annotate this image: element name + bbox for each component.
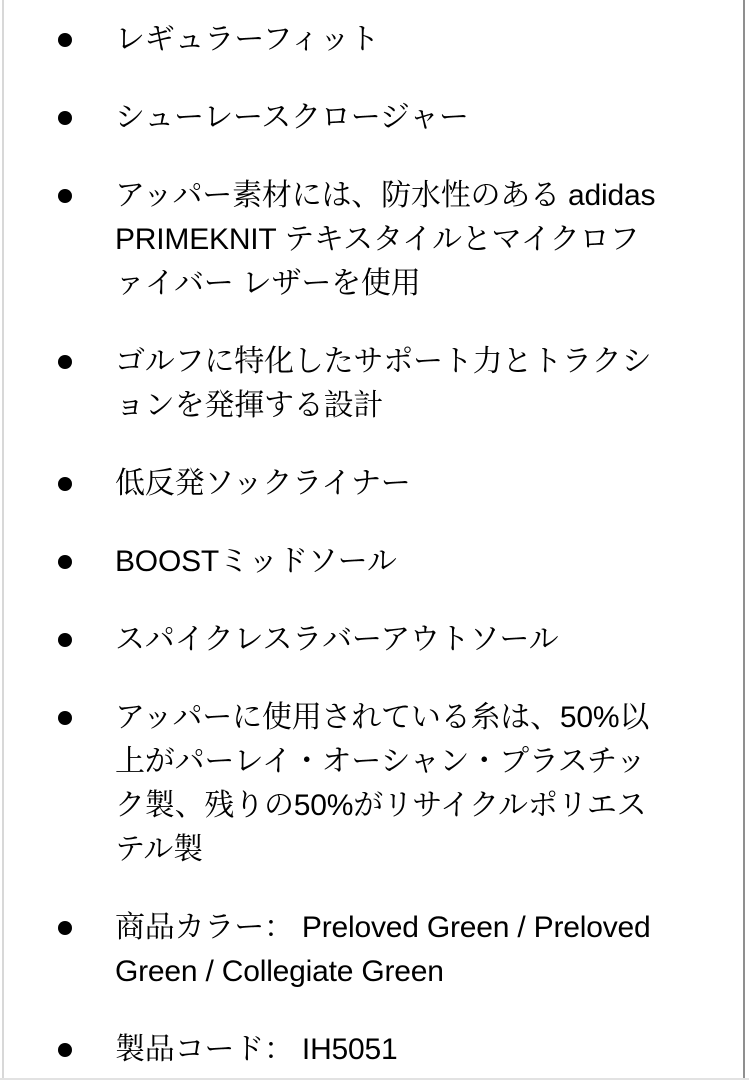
list-item-text: アッパーに使用されている糸は、50%以上がパーレイ・オーシャン・プラスチック製、残りの50%がリサイクルポリエステル製 <box>115 701 650 866</box>
list-item <box>115 618 660 662</box>
list-item-text: 商品カラー： Preloved Green / Preloved Green / Collegiate Green <box>115 911 651 988</box>
list-item <box>115 96 660 140</box>
list-item <box>115 540 660 584</box>
list-item-text: 製品コード： IH5051 <box>115 1033 398 1066</box>
list-item-text: レギュラーフィット <box>115 23 380 56</box>
list-item-text: 低反発ソックライナー <box>115 467 411 500</box>
list-item <box>115 696 660 872</box>
list-item <box>115 462 660 506</box>
list-item <box>115 906 660 994</box>
list-item <box>115 174 660 306</box>
list-item-text: BOOSTミッドソール <box>115 545 397 578</box>
list-item-text: アッパー素材には、防水性のある adidas PRIMEKNIT テキスタイルとマイクロファイバー レザーを使用 <box>115 179 656 300</box>
list-item-text: シューレースクロージャー <box>115 101 469 134</box>
list-item-text: スパイクレスラバーアウトソール <box>115 623 559 656</box>
list-item <box>115 18 660 62</box>
list-item <box>115 340 660 428</box>
list-item-text: ゴルフに特化したサポート力とトラクションを発揮する設計 <box>115 345 652 422</box>
list-item <box>115 1028 660 1072</box>
